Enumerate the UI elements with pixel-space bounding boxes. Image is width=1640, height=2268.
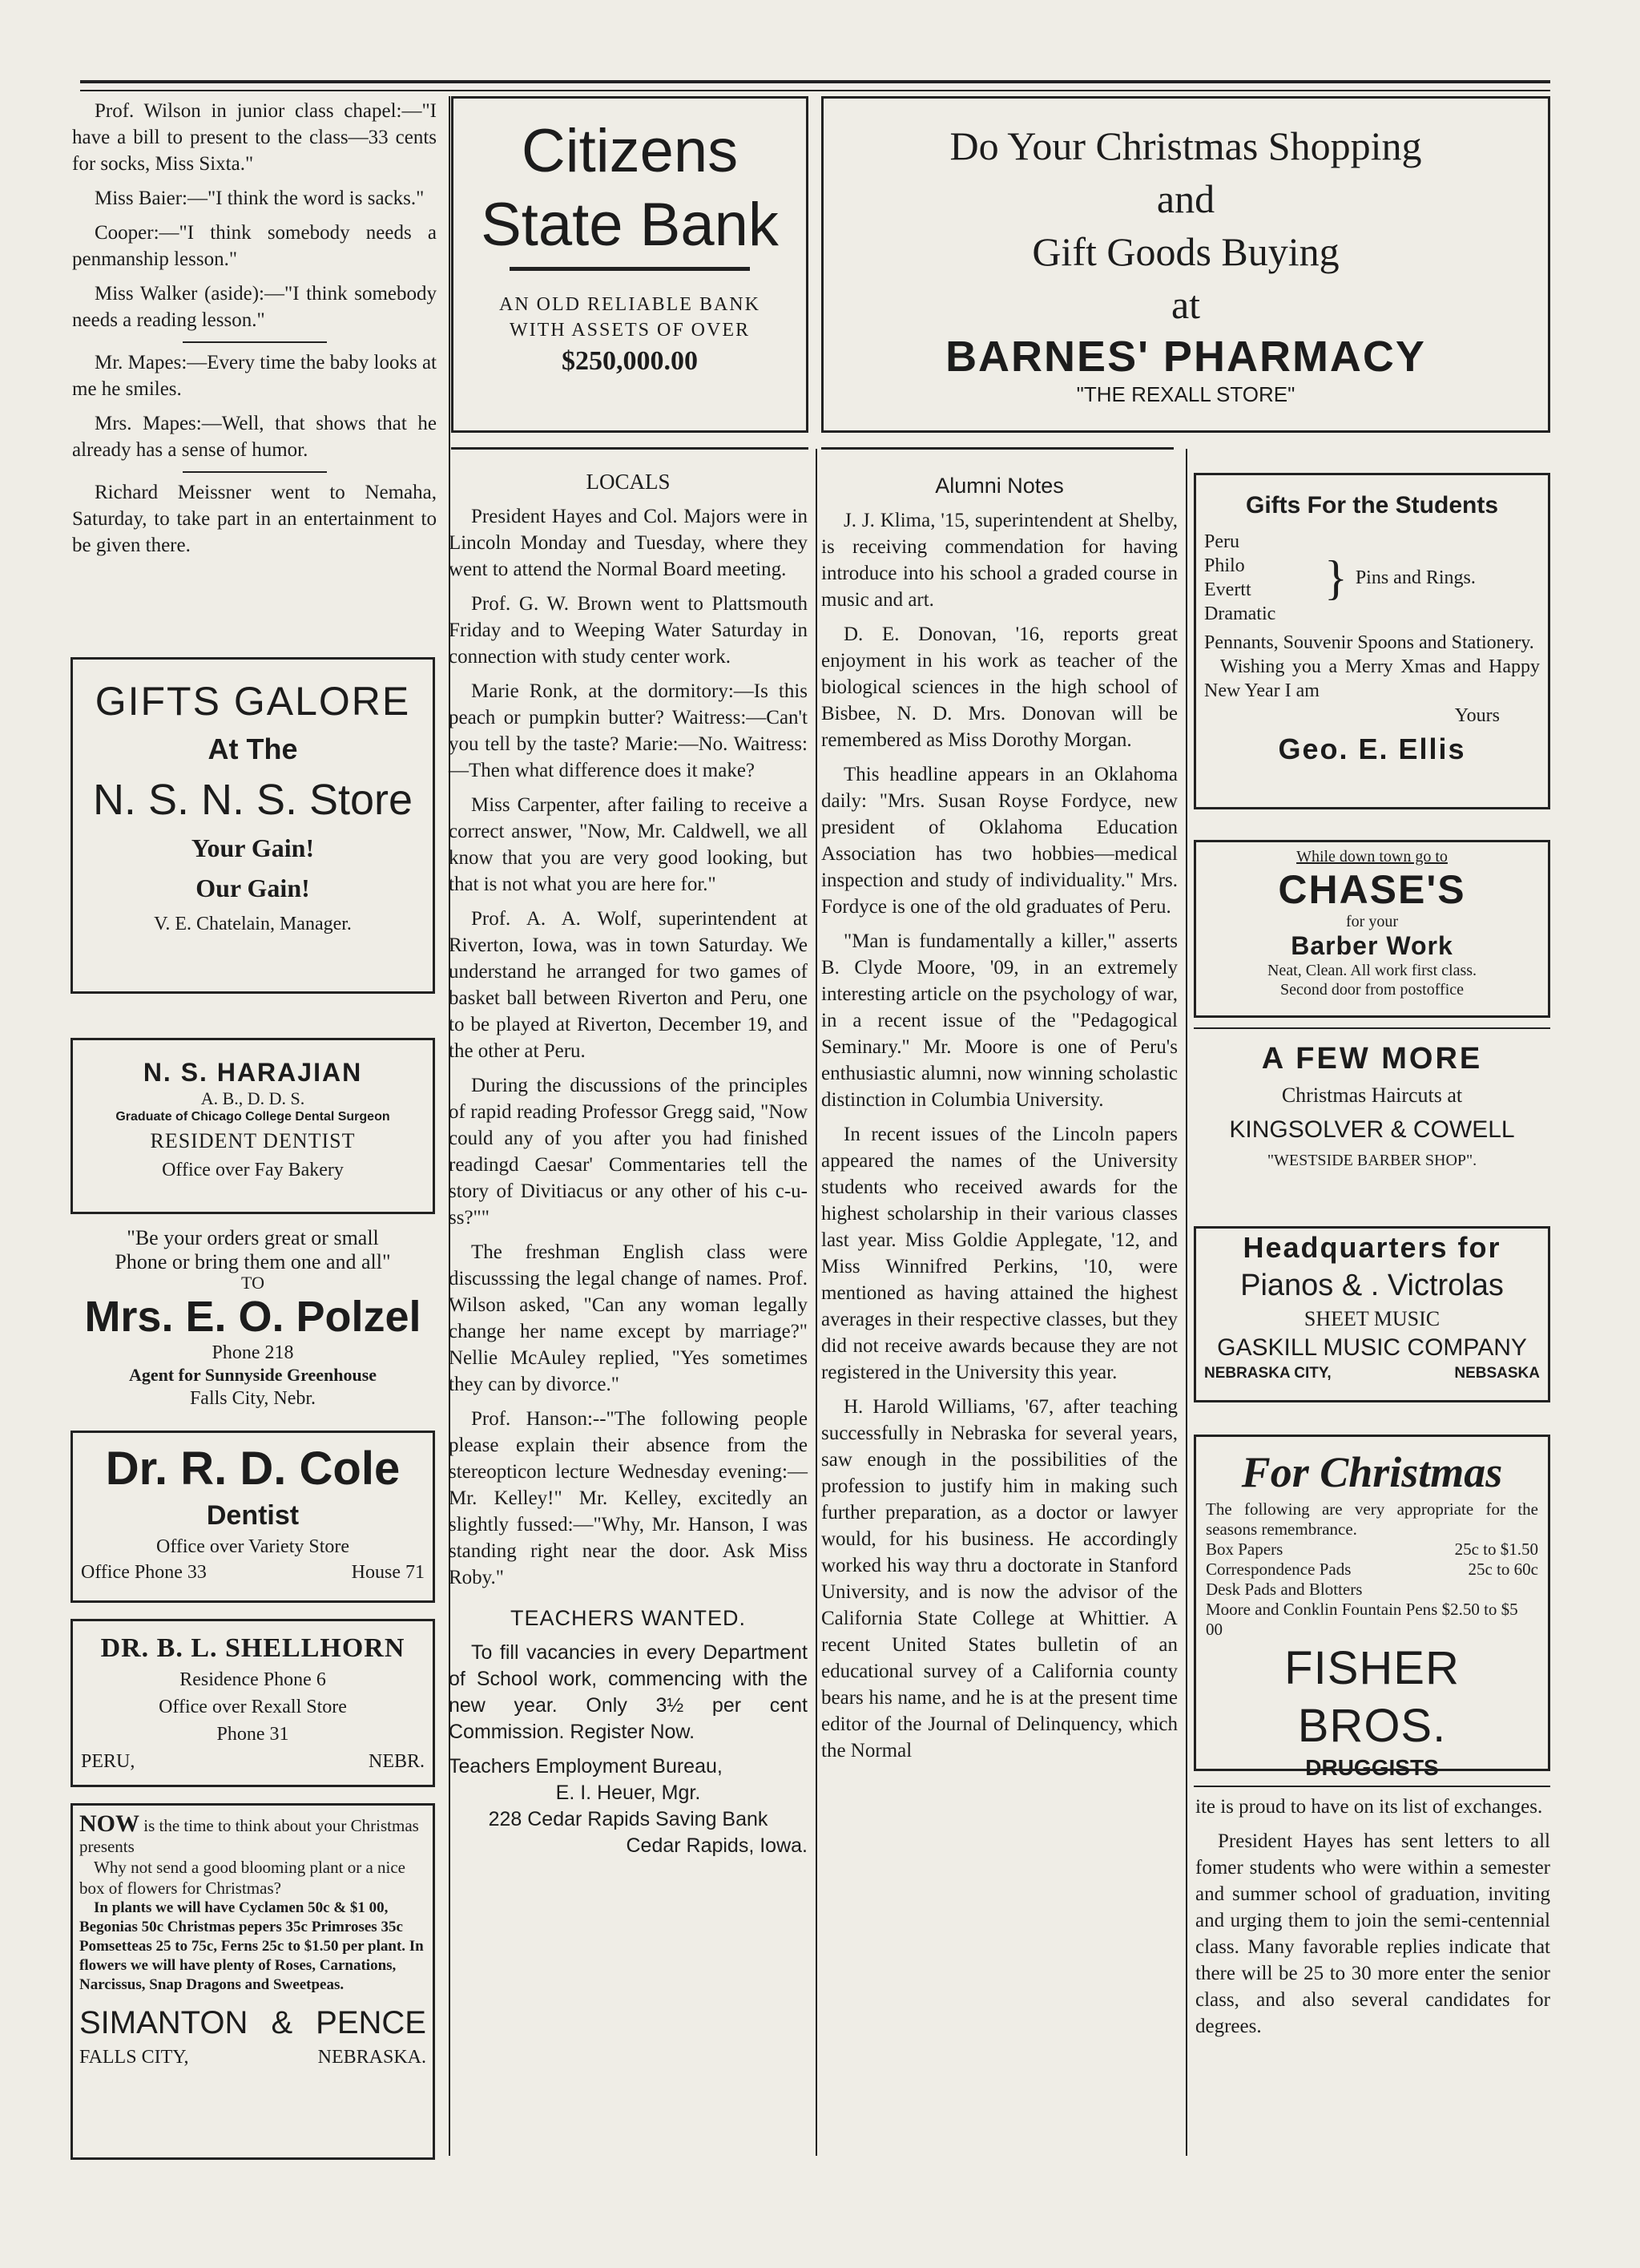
locals-p5: Prof. A. A. Wolf, superintendent at Riverton, Iowa, was in town Saturday. We understand he arranged for two games of basket ball between Riverton and Peru, one to be played at Riverton, December 19, and the other at Peru. xyxy=(449,908,808,1062)
shellhorn-name: DR. B. L. SHELLHORN xyxy=(100,1633,405,1663)
chase-line-1: Neat, Clean. All work first class. xyxy=(1267,962,1477,979)
harajian-title: RESIDENT DENTIST xyxy=(150,1129,356,1152)
shellhorn-office: Office over Rexall Store xyxy=(159,1697,347,1717)
top-rule-thin xyxy=(80,90,1550,91)
fisher-druggists: DRUGGISTS xyxy=(1305,1755,1439,1780)
barnes-name: BARNES' PHARMACY xyxy=(945,333,1426,381)
ellis-society: Philo xyxy=(1204,555,1245,576)
polzel-quote-2: Phone or bring them one and all" xyxy=(115,1250,391,1273)
harajian-degree: A. B., D. D. S. xyxy=(200,1088,305,1108)
ellis-line-1: Pennants, Souvenir Spoons and Stationery. xyxy=(1204,632,1534,653)
kingsolver-line-1: Christmas Haircuts at xyxy=(1281,1084,1463,1107)
simanton-body-2: In plants we will have Cyclamen 50c & $1 00, Begonias 50c Christmas pepers 35c Primroses 35c Pomsetteas 25 to 75c, Ferns 25c to $1.50 per plant. In flowers we will have plenty of Roses, Carnations, Narcissus, Snap Dragons and Sweetpeas. xyxy=(79,1899,424,1993)
simanton-city: FALLS CITY, xyxy=(79,2047,189,2068)
shellhorn-state: NEBR. xyxy=(368,1751,425,1772)
gifts-galore-manager: V. E. Chatelain, Manager. xyxy=(154,914,352,934)
citizens-assets: $250,000.00 xyxy=(562,346,698,376)
alumni-p1: J. J. Klima, '15, superintendent at Shelby, is receiving commendation for having introduce into his school a graded course in music and art. xyxy=(821,510,1178,611)
simanton-name-row xyxy=(79,2001,426,2044)
simanton-intro-line xyxy=(79,1810,426,1857)
teachers-heading: TEACHERS WANTED. xyxy=(510,1606,746,1630)
polzel-phone: Phone 218 xyxy=(212,1342,294,1363)
simanton-intro: is the time to think about your Christmas presents xyxy=(79,1816,419,1856)
gifts-galore-our-gain: Our Gain! xyxy=(195,874,310,902)
locals-p3: Marie Ronk, at the dormitory:—Is this peach or pumpkin butter? Waitress:—Can't you tell by the taste? Marie:—No. Waitress: —Then what difference does it make? xyxy=(449,680,808,781)
gaskill-title: Headquarters for xyxy=(1243,1231,1501,1264)
jokes-column xyxy=(72,98,437,567)
locals-p4: Miss Carpenter, after failing to receive a correct answer, "Now, Mr. Caldwell, we all know that you are very good looking, but that is not what you are here for." xyxy=(449,794,808,895)
alumni-p6: H. Harold Williams, '67, after teaching successfully in Nebraska for several years, saw enough in the possibilities of the profession to justify him in making such further preparation, as a doctor or lawyer would, for his business. He accordingly worked his way thru a doctorate in Stanford University, and is now the advisor of the California State College at Whittier. A recent United States bulletin of an educational survey of a California county bears his name, and he is at the present time editor of the Journal of Delinquency, which the Normal xyxy=(821,1396,1178,1762)
gaskill-state: NEBSASKA xyxy=(1454,1365,1540,1382)
kingsolver-name: KINGSOLVER & COWELL xyxy=(1229,1116,1515,1143)
citizens-name-2: State Bank xyxy=(481,191,779,259)
polzel-to: TO xyxy=(241,1273,264,1293)
ellis-society-list xyxy=(1204,530,1324,626)
fisher-item-2 xyxy=(1206,1560,1538,1580)
ellis-title: Gifts For the Students xyxy=(1246,492,1498,519)
teachers-city: Cedar Rapids, Iowa. xyxy=(626,1834,808,1857)
chase-work: Barber Work xyxy=(1291,931,1453,960)
fisher-item-4: Moore and Conklin Fountain Pens $2.50 to $5 00 xyxy=(1206,1600,1518,1639)
divider xyxy=(183,471,327,473)
ad-barnes-pharmacy xyxy=(821,96,1550,433)
fisher-title: For Christmas xyxy=(1241,1448,1503,1496)
joke-cooper: Cooper:—"I think somebody needs a penmanship lesson." xyxy=(72,222,437,270)
shellhorn-location xyxy=(73,1748,433,1775)
shellhorn-phone: Phone 31 xyxy=(216,1724,289,1745)
simanton-name-2: PENCE xyxy=(316,2005,426,2040)
ad-simanton-pence xyxy=(71,1803,435,2160)
note-meissner: Richard Meissner went to Nemaha, Saturday, to take part in an entertainment to be given there. xyxy=(72,482,437,556)
cole-phones xyxy=(73,1560,433,1585)
fisher-item-1 xyxy=(1206,1540,1538,1560)
simanton-now: NOW xyxy=(79,1810,139,1837)
rule xyxy=(451,447,808,450)
fisher-item-2-price: 25c to 60c xyxy=(1468,1560,1538,1579)
alumni-p2: D. E. Donovan, '16, reports great enjoyment in his work as teacher of the biological sciences in the high school of Bisbee, N. D. Mrs. Donovan will be remembered as Miss Dorothy Morgan. xyxy=(821,623,1178,751)
citizens-line-2: WITH ASSETS OF OVER xyxy=(509,320,751,341)
citizens-line-1: AN OLD RELIABLE BANK xyxy=(499,294,760,315)
gaskill-sheet: SHEET MUSIC xyxy=(1304,1307,1441,1330)
ad-gifts-galore xyxy=(71,657,435,994)
continued-column xyxy=(1195,1794,1550,2048)
chase-line-2: Second door from postoffice xyxy=(1279,981,1465,999)
gifts-galore-title: GIFTS GALORE xyxy=(95,679,411,724)
alumni-heading: Alumni Notes xyxy=(935,474,1064,498)
teachers-bureau: Teachers Employment Bureau, xyxy=(449,1755,723,1778)
cole-house-phone: House 71 xyxy=(351,1562,425,1583)
ellis-society: Dramatic xyxy=(1204,603,1276,624)
shellhorn-residence: Residence Phone 6 xyxy=(179,1669,326,1690)
fisher-item-1-label: Box Papers xyxy=(1206,1540,1283,1559)
cole-office: Office over Variety Store xyxy=(155,1536,350,1557)
top-rule xyxy=(80,80,1550,83)
divider xyxy=(183,341,327,343)
cole-office-phone: Office Phone 33 xyxy=(81,1562,207,1583)
kingsolver-shop: "WESTSIDE BARBER SHOP". xyxy=(1267,1152,1477,1169)
gaskill-location xyxy=(1196,1363,1548,1384)
fisher-item-2-label: Correspondence Pads xyxy=(1206,1560,1352,1579)
chase-name: CHASE'S xyxy=(1278,867,1466,912)
column-divider xyxy=(1186,449,1187,2156)
joke-baier: Miss Baier:—"I think the word is sacks." xyxy=(95,188,425,209)
barnes-line-4: at xyxy=(1171,282,1201,327)
cole-name: Dr. R. D. Cole xyxy=(105,1443,401,1495)
locals-p6: During the discussions of the principles of rapid reading Professor Gregg said, "Now could any of you after you had finished readingd Caesar' Commentaries tell the story of Divitiacus or any other of his c-u-ss?"" xyxy=(449,1075,808,1229)
barnes-tag: "THE REXALL STORE" xyxy=(1076,382,1295,406)
alumni-p5: In recent issues of the Lincoln papers appeared the names of the University students who received awards for the highest scholarship in their various classes last year. Miss Goldie Applegate, '12, and Miss Winnifred Perkins, '10, were mentioned as having attained the highest averages in their respective classes, but they did not receive awards because they are not registered in the University this year. xyxy=(821,1124,1178,1383)
polzel-quote-1: "Be your orders great or small xyxy=(127,1226,379,1249)
gifts-galore-line1: At The xyxy=(208,732,298,765)
rule xyxy=(1194,1786,1550,1787)
citizens-rule xyxy=(510,267,750,271)
joke-walker: Miss Walker (aside):—"I think somebody needs a reading lesson." xyxy=(72,283,437,331)
fisher-intro: The following are very appropriate for the seasons remembrance. xyxy=(1206,1499,1538,1539)
gaskill-city: NEBRASKA CITY, xyxy=(1204,1365,1332,1382)
alumni-column xyxy=(821,473,1178,1772)
citizens-name-1: Citizens xyxy=(521,117,739,185)
locals-p7: The freshman English class were discusssing the legal change of names. Prof. Wilson asked, "Can any woman legally change her name except by marriage?" Nellie McAuley replied, "Yes sometimes they can by divorce." xyxy=(449,1241,808,1395)
barnes-line-3: Gift Goods Buying xyxy=(1032,229,1340,274)
gaskill-pianos: Pianos & . Victrolas xyxy=(1240,1269,1504,1302)
chase-top: While down town go to xyxy=(1296,848,1448,866)
joke-mapes-1: Mr. Mapes:—Every time the baby looks at me he smiles. xyxy=(72,352,437,400)
rule xyxy=(821,447,1174,450)
ellis-brace: } xyxy=(1324,551,1348,604)
polzel-name: Mrs. E. O. Polzel xyxy=(84,1293,421,1341)
alumni-p4: "Man is fundamentally a killer," asserts B. Clyde Moore, '09, in an extremely interesting article on the psychology of war, in a recent issue of the "Pedagogical Seminary." Mr. Moore is one of Peru's enthusiastic alumni, now winning scholastic distinction in Columbia University. xyxy=(821,930,1178,1111)
ad-gaskill-music xyxy=(1194,1226,1550,1402)
ad-citizens-state-bank xyxy=(451,96,808,433)
rule xyxy=(1194,1027,1550,1029)
ad-chases-barber xyxy=(1194,840,1550,1018)
gifts-galore-store: N. S. N. S. Store xyxy=(92,776,413,824)
polzel-agent: Agent for Sunnyside Greenhouse xyxy=(128,1365,377,1385)
fisher-name: FISHER BROS. xyxy=(1284,1642,1460,1752)
ellis-societies xyxy=(1204,530,1540,626)
harajian-office: Office over Fay Bakery xyxy=(162,1160,344,1180)
ellis-name: Geo. E. Ellis xyxy=(1278,732,1466,765)
column-divider xyxy=(816,449,817,2156)
fisher-item-1-price: 25c to $1.50 xyxy=(1454,1540,1538,1559)
ellis-society: Evertt xyxy=(1204,579,1251,600)
alumni-p3: This headline appears in an Oklahoma daily: "Mrs. Susan Royse Fordyce, new president of Oklahoma Education Association has two hobbies—medical inspection and study of individuality." Mrs. Fordyce is one of the old graduates of Peru. xyxy=(821,764,1178,918)
locals-p8: Prof. Hanson:--"The following people please explain their absence from the stereopticon lecture Wednesday evening:—Mr. Kelley!" Mr. Kelley, excitedly an slightly fussed:—"Why, Mr. Hanson, I was standing right near the door. Ask Miss Roby." xyxy=(449,1408,808,1588)
gaskill-name: GASKILL MUSIC COMPANY xyxy=(1217,1334,1527,1361)
teachers-mgr: E. I. Heuer, Mgr. xyxy=(555,1782,701,1804)
ellis-pins: Pins and Rings. xyxy=(1355,567,1476,588)
ad-fisher-bros xyxy=(1194,1435,1550,1780)
polzel-city: Falls City, Nebr. xyxy=(189,1388,316,1409)
kingsolver-title: A FEW MORE xyxy=(1261,1042,1483,1075)
chase-for: for your xyxy=(1346,913,1398,930)
harajian-grad: Graduate of Chicago College Dental Surgeon xyxy=(115,1110,390,1124)
simanton-name-1: SIMANTON xyxy=(79,2005,248,2040)
ad-cole xyxy=(71,1431,435,1603)
ellis-line-2: Wishing you a Merry Xmas and Happy New Year I am xyxy=(1204,656,1540,701)
simanton-amp: & xyxy=(271,2005,293,2040)
locals-p2: Prof. G. W. Brown went to Plattsmouth Friday and to Weeping Water Saturday in connection with study center work. xyxy=(449,593,808,668)
simanton-location xyxy=(79,2044,426,2070)
gifts-galore-your-gain: Your Gain! xyxy=(191,833,315,862)
teachers-addr: 228 Cedar Rapids Saving Bank xyxy=(488,1808,768,1830)
locals-heading: LOCALS xyxy=(586,470,671,494)
barnes-line-2: and xyxy=(1156,176,1215,221)
simanton-state: NEBRASKA. xyxy=(317,2047,426,2068)
simanton-body-1: Why not send a good blooming plant or a nice box of flowers for Christmas? xyxy=(79,1858,406,1898)
continued-p2: President Hayes has sent letters to all fomer students who were within a semester and summer school of graduation, inviting and urging them to join the semi-centennial class. Many favorable replies indicate that there will be 25 to 30 more enter the senior class, and also several candidates for degrees. xyxy=(1195,1830,1550,2037)
joke-wilson: Prof. Wilson in junior class chapel:—"I have a bill to present to the class—33 cents for socks, Miss Sixta." xyxy=(72,100,437,175)
shellhorn-town: PERU, xyxy=(81,1751,135,1772)
ad-polzel xyxy=(71,1226,435,1410)
ellis-yours: Yours xyxy=(1454,705,1500,726)
joke-mapes-2: Mrs. Mapes:—Well, that shows that he already has a sense of humor. xyxy=(72,413,437,461)
ad-harajian xyxy=(71,1038,435,1214)
locals-p1: President Hayes and Col. Majors were in Lincoln Monday and Tuesday, where they went to attend the Normal Board meeting. xyxy=(449,506,808,580)
ellis-society: Peru xyxy=(1204,531,1239,552)
cole-title: Dentist xyxy=(206,1500,300,1531)
ad-shellhorn xyxy=(71,1619,435,1787)
teachers-body: To fill vacancies in every Department of School work, commencing with the new year. Only 3½ per cent Commission. Register Now. xyxy=(449,1641,808,1743)
locals-column xyxy=(449,469,808,1859)
teachers-wanted xyxy=(449,1605,808,1859)
barnes-line-1: Do Your Christmas Shopping xyxy=(949,123,1422,168)
ad-kingsolver-cowell xyxy=(1194,1038,1550,1172)
fisher-item-3: Desk Pads and Blotters xyxy=(1206,1580,1363,1599)
ad-ellis-gifts xyxy=(1194,473,1550,809)
harajian-name: N. S. HARAJIAN xyxy=(143,1058,363,1087)
continued-text: ite is proud to have on its list of exchanges. xyxy=(1195,1796,1543,1818)
